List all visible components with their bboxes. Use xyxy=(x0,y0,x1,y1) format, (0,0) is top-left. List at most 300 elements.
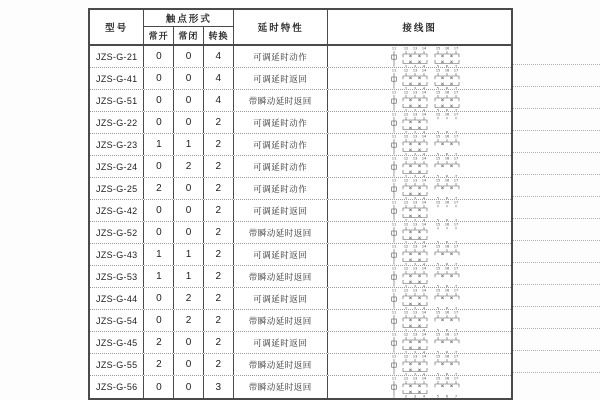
row-separator-extension xyxy=(513,328,600,329)
svg-text:15: 15 xyxy=(435,222,440,227)
cell-normally-open: 2 xyxy=(144,354,174,375)
relay-circuit-diagram xyxy=(328,178,511,199)
svg-text:13: 13 xyxy=(412,134,417,139)
svg-text:1: 1 xyxy=(392,108,395,111)
svg-text:12: 12 xyxy=(403,266,408,271)
header-normally-open: 常开 xyxy=(144,27,174,44)
svg-text:3: 3 xyxy=(413,372,416,375)
cell-delay-characteristic: 带瞬动延时返回 xyxy=(234,222,328,243)
svg-text:5: 5 xyxy=(436,108,439,111)
cell-delay-characteristic: 带瞬动延时返回 xyxy=(234,90,328,111)
svg-text:11: 11 xyxy=(391,200,396,205)
table-row xyxy=(90,332,511,354)
cell-changeover: 4 xyxy=(204,46,234,67)
svg-text:5: 5 xyxy=(436,130,439,133)
svg-text:2: 2 xyxy=(404,218,407,221)
row-separator-extension xyxy=(513,130,600,131)
cell-normally-open: 1 xyxy=(144,244,174,265)
table-row xyxy=(90,46,511,68)
svg-text:4: 4 xyxy=(422,394,425,398)
svg-text:15: 15 xyxy=(435,244,440,249)
relay-circuit-svg xyxy=(388,68,472,89)
table-row xyxy=(90,222,511,244)
svg-text:2: 2 xyxy=(404,64,407,67)
svg-text:16: 16 xyxy=(444,376,449,381)
svg-text:7: 7 xyxy=(454,152,457,155)
svg-text:12: 12 xyxy=(403,332,408,337)
svg-text:4: 4 xyxy=(422,152,425,155)
svg-text:13: 13 xyxy=(412,90,417,95)
cell-normally-closed: 1 xyxy=(174,134,204,155)
svg-text:5: 5 xyxy=(436,86,439,89)
svg-text:14: 14 xyxy=(421,332,426,337)
cell-delay-characteristic: 可调延时动作 xyxy=(234,134,328,155)
svg-text:7: 7 xyxy=(454,262,457,265)
svg-text:5: 5 xyxy=(436,218,439,221)
svg-text:16: 16 xyxy=(444,310,449,315)
svg-text:6: 6 xyxy=(445,372,448,375)
svg-text:4: 4 xyxy=(422,196,425,199)
svg-text:3: 3 xyxy=(413,108,416,111)
svg-text:14: 14 xyxy=(421,90,426,95)
relay-circuit-svg xyxy=(388,178,472,199)
svg-text:6: 6 xyxy=(445,306,448,309)
cell-model: JZS-G-21 xyxy=(90,46,144,67)
svg-text:17: 17 xyxy=(453,288,458,293)
relay-circuit-diagram xyxy=(328,266,511,287)
svg-text:17: 17 xyxy=(453,90,458,95)
svg-text:2: 2 xyxy=(404,152,407,155)
table-row xyxy=(90,156,511,178)
svg-text:6: 6 xyxy=(445,328,448,331)
cell-model: JZS-G-45 xyxy=(90,332,144,353)
cell-normally-closed: 0 xyxy=(174,68,204,89)
cell-delay-characteristic: 带瞬动延时返回 xyxy=(234,376,328,398)
cell-changeover: 4 xyxy=(204,68,234,89)
cell-delay-characteristic: 可调延时返回 xyxy=(234,332,328,353)
svg-text:17: 17 xyxy=(453,68,458,73)
cell-changeover: 2 xyxy=(204,156,234,177)
svg-text:11: 11 xyxy=(391,288,396,293)
cell-normally-closed: 0 xyxy=(174,46,204,67)
svg-text:17: 17 xyxy=(453,112,458,117)
svg-text:5: 5 xyxy=(436,306,439,309)
svg-text:16: 16 xyxy=(444,46,449,51)
svg-text:11: 11 xyxy=(391,156,396,161)
cell-normally-closed: 0 xyxy=(174,178,204,199)
relay-circuit-diagram xyxy=(328,156,511,177)
svg-text:17: 17 xyxy=(453,200,458,205)
relay-circuit-diagram xyxy=(328,222,511,243)
svg-text:12: 12 xyxy=(403,376,408,381)
svg-text:3: 3 xyxy=(413,306,416,309)
svg-text:14: 14 xyxy=(421,310,426,315)
relay-circuit-diagram xyxy=(328,288,511,309)
row-separator-extension xyxy=(513,262,600,263)
svg-text:1: 1 xyxy=(392,64,395,67)
svg-text:16: 16 xyxy=(444,288,449,293)
svg-text:7: 7 xyxy=(454,130,457,133)
cell-normally-closed: 1 xyxy=(174,244,204,265)
svg-text:1: 1 xyxy=(392,218,395,221)
cell-normally-open: 0 xyxy=(144,288,174,309)
cell-delay-characteristic: 可调延时动作 xyxy=(234,112,328,133)
relay-circuit-svg xyxy=(388,288,472,309)
svg-text:7: 7 xyxy=(454,174,457,177)
svg-text:16: 16 xyxy=(444,354,449,359)
cell-normally-closed: 2 xyxy=(174,288,204,309)
svg-text:4: 4 xyxy=(422,108,425,111)
svg-text:6: 6 xyxy=(445,196,448,199)
svg-text:5: 5 xyxy=(436,394,439,398)
relay-circuit-diagram xyxy=(328,90,511,111)
svg-text:2: 2 xyxy=(404,350,407,353)
svg-text:14: 14 xyxy=(421,266,426,271)
cell-changeover: 2 xyxy=(204,244,234,265)
svg-text:13: 13 xyxy=(412,178,417,183)
relay-circuit-svg xyxy=(388,200,472,221)
svg-text:14: 14 xyxy=(421,376,426,381)
svg-text:12: 12 xyxy=(403,68,408,73)
svg-text:11: 11 xyxy=(391,222,396,227)
svg-text:7: 7 xyxy=(454,372,457,375)
svg-text:4: 4 xyxy=(422,262,425,265)
relay-circuit-svg xyxy=(388,222,472,243)
svg-text:15: 15 xyxy=(435,310,440,315)
svg-text:6: 6 xyxy=(445,174,448,177)
relay-circuit-diagram xyxy=(328,332,511,353)
svg-text:14: 14 xyxy=(421,288,426,293)
svg-text:2: 2 xyxy=(404,86,407,89)
svg-text:2: 2 xyxy=(404,328,407,331)
svg-text:13: 13 xyxy=(412,112,417,117)
svg-text:14: 14 xyxy=(421,68,426,73)
svg-text:3: 3 xyxy=(413,196,416,199)
svg-text:7: 7 xyxy=(454,350,457,353)
svg-text:2: 2 xyxy=(404,306,407,309)
relay-circuit-svg xyxy=(388,46,472,67)
svg-text:7: 7 xyxy=(454,86,457,89)
cell-model: JZS-G-41 xyxy=(90,68,144,89)
cell-normally-closed: 0 xyxy=(174,376,204,398)
svg-text:13: 13 xyxy=(412,266,417,271)
svg-text:7: 7 xyxy=(454,328,457,331)
svg-text:4: 4 xyxy=(422,284,425,287)
row-separator-extension xyxy=(513,152,600,153)
cell-changeover: 2 xyxy=(204,200,234,221)
svg-text:16: 16 xyxy=(444,156,449,161)
cell-model: JZS-G-52 xyxy=(90,222,144,243)
svg-text:14: 14 xyxy=(421,156,426,161)
svg-text:6: 6 xyxy=(445,130,448,133)
svg-text:11: 11 xyxy=(391,112,396,117)
cell-model: JZS-G-42 xyxy=(90,200,144,221)
svg-text:12: 12 xyxy=(403,354,408,359)
svg-text:2: 2 xyxy=(404,372,407,375)
svg-text:3: 3 xyxy=(413,218,416,221)
svg-text:17: 17 xyxy=(453,332,458,337)
row-separator-extension xyxy=(513,350,600,351)
svg-text:12: 12 xyxy=(403,310,408,315)
svg-text:11: 11 xyxy=(391,310,396,315)
svg-text:15: 15 xyxy=(435,112,440,117)
svg-text:15: 15 xyxy=(435,200,440,205)
svg-text:14: 14 xyxy=(421,244,426,249)
svg-text:4: 4 xyxy=(422,130,425,133)
svg-text:11: 11 xyxy=(391,266,396,271)
svg-text:7: 7 xyxy=(454,306,457,309)
cell-model: JZS-G-24 xyxy=(90,156,144,177)
cell-normally-closed: 0 xyxy=(174,90,204,111)
svg-text:13: 13 xyxy=(412,68,417,73)
cell-normally-open: 2 xyxy=(144,178,174,199)
svg-text:12: 12 xyxy=(403,156,408,161)
relay-circuit-diagram xyxy=(328,68,511,89)
relay-circuit-svg xyxy=(388,134,472,155)
row-separator-extension xyxy=(513,218,600,219)
cell-normally-open: 0 xyxy=(144,222,174,243)
svg-text:17: 17 xyxy=(453,178,458,183)
cell-model: JZS-G-54 xyxy=(90,310,144,331)
table-row xyxy=(90,266,511,288)
svg-text:6: 6 xyxy=(445,152,448,155)
row-separator-extension xyxy=(513,306,600,307)
cell-changeover: 2 xyxy=(204,112,234,133)
row-separator-extension xyxy=(513,174,600,175)
svg-text:4: 4 xyxy=(422,350,425,353)
cell-model: JZS-G-53 xyxy=(90,266,144,287)
cell-delay-characteristic: 带瞬动延时返回 xyxy=(234,310,328,331)
cell-changeover: 2 xyxy=(204,354,234,375)
svg-text:13: 13 xyxy=(412,332,417,337)
cell-normally-open: 0 xyxy=(144,376,174,398)
cell-normally-open: 0 xyxy=(144,200,174,221)
svg-text:3: 3 xyxy=(413,86,416,89)
svg-text:5: 5 xyxy=(436,174,439,177)
cell-model: JZS-G-56 xyxy=(90,376,144,398)
svg-text:15: 15 xyxy=(435,288,440,293)
relay-circuit-diagram xyxy=(328,310,511,331)
svg-text:3: 3 xyxy=(413,130,416,133)
svg-text:12: 12 xyxy=(403,178,408,183)
svg-text:6: 6 xyxy=(445,218,448,221)
svg-text:16: 16 xyxy=(444,266,449,271)
svg-text:15: 15 xyxy=(435,46,440,51)
svg-text:16: 16 xyxy=(444,200,449,205)
svg-text:15: 15 xyxy=(435,376,440,381)
cell-delay-characteristic: 可调延时返回 xyxy=(234,244,328,265)
table-row xyxy=(90,134,511,156)
svg-text:6: 6 xyxy=(445,64,448,67)
svg-text:1: 1 xyxy=(392,240,395,243)
cell-normally-closed: 1 xyxy=(174,266,204,287)
svg-text:16: 16 xyxy=(444,90,449,95)
svg-text:5: 5 xyxy=(436,284,439,287)
cell-delay-characteristic: 可调延时动作 xyxy=(234,46,328,67)
svg-text:5: 5 xyxy=(436,350,439,353)
table-row xyxy=(90,90,511,112)
svg-text:1: 1 xyxy=(392,152,395,155)
svg-text:6: 6 xyxy=(445,262,448,265)
header-contact-subrow xyxy=(144,27,233,44)
svg-text:14: 14 xyxy=(421,134,426,139)
svg-text:1: 1 xyxy=(392,394,395,398)
svg-text:1: 1 xyxy=(392,174,395,177)
svg-text:13: 13 xyxy=(412,354,417,359)
cell-normally-closed: 0 xyxy=(174,112,204,133)
svg-text:11: 11 xyxy=(391,354,396,359)
svg-text:15: 15 xyxy=(435,134,440,139)
relay-circuit-svg xyxy=(388,310,472,331)
svg-text:11: 11 xyxy=(391,244,396,249)
svg-text:11: 11 xyxy=(391,376,396,381)
relay-circuit-diagram xyxy=(328,134,511,155)
cell-changeover: 2 xyxy=(204,222,234,243)
row-separator-extension xyxy=(513,86,600,87)
svg-text:2: 2 xyxy=(404,394,407,398)
svg-text:11: 11 xyxy=(391,68,396,73)
svg-text:13: 13 xyxy=(412,376,417,381)
svg-text:7: 7 xyxy=(454,196,457,199)
svg-text:11: 11 xyxy=(391,134,396,139)
svg-text:17: 17 xyxy=(453,376,458,381)
svg-text:4: 4 xyxy=(422,218,425,221)
cell-normally-closed: 2 xyxy=(174,156,204,177)
svg-text:6: 6 xyxy=(445,86,448,89)
svg-text:13: 13 xyxy=(412,244,417,249)
svg-text:14: 14 xyxy=(421,178,426,183)
svg-text:17: 17 xyxy=(453,222,458,227)
cell-normally-open: 1 xyxy=(144,266,174,287)
svg-text:4: 4 xyxy=(422,64,425,67)
cell-normally-open: 0 xyxy=(144,46,174,67)
cell-model: JZS-G-51 xyxy=(90,90,144,111)
cell-normally-open: 0 xyxy=(144,310,174,331)
svg-text:17: 17 xyxy=(453,156,458,161)
svg-text:13: 13 xyxy=(412,288,417,293)
svg-text:7: 7 xyxy=(454,394,457,398)
svg-text:14: 14 xyxy=(421,46,426,51)
header-wiring-diagram: 接线图 xyxy=(402,23,437,34)
svg-text:5: 5 xyxy=(436,240,439,243)
svg-text:5: 5 xyxy=(436,372,439,375)
svg-text:11: 11 xyxy=(391,90,396,95)
svg-text:15: 15 xyxy=(435,68,440,73)
svg-text:1: 1 xyxy=(392,284,395,287)
svg-text:12: 12 xyxy=(403,46,408,51)
svg-text:11: 11 xyxy=(391,332,396,337)
svg-text:17: 17 xyxy=(453,310,458,315)
row-separator-extension xyxy=(513,240,600,241)
svg-text:3: 3 xyxy=(413,394,416,398)
svg-text:4: 4 xyxy=(422,86,425,89)
svg-text:4: 4 xyxy=(422,372,425,375)
svg-text:12: 12 xyxy=(403,134,408,139)
cell-delay-characteristic: 可调延时返回 xyxy=(234,68,328,89)
cell-delay-characteristic: 可调延时动作 xyxy=(234,178,328,199)
header-delay-characteristic: 延时特性 xyxy=(234,10,328,44)
row-separator-extension xyxy=(513,108,600,109)
cell-changeover: 2 xyxy=(204,310,234,331)
cell-delay-characteristic: 可调延时返回 xyxy=(234,288,328,309)
relay-circuit-svg xyxy=(388,112,472,133)
cell-model: JZS-G-22 xyxy=(90,112,144,133)
svg-text:6: 6 xyxy=(445,240,448,243)
cell-changeover: 2 xyxy=(204,332,234,353)
svg-text:16: 16 xyxy=(444,244,449,249)
table-row xyxy=(90,200,511,222)
svg-text:1: 1 xyxy=(392,306,395,309)
relay-circuit-diagram xyxy=(328,46,511,67)
svg-text:15: 15 xyxy=(435,354,440,359)
header-normally-closed: 常闭 xyxy=(174,27,204,44)
relay-circuit-diagram xyxy=(328,354,511,375)
svg-text:13: 13 xyxy=(412,222,417,227)
svg-text:12: 12 xyxy=(403,112,408,117)
svg-text:1: 1 xyxy=(392,328,395,331)
svg-text:15: 15 xyxy=(435,266,440,271)
relay-circuit-svg xyxy=(388,332,472,353)
svg-text:3: 3 xyxy=(413,284,416,287)
relay-circuit-svg xyxy=(388,90,472,111)
cell-normally-closed: 2 xyxy=(174,310,204,331)
svg-text:2: 2 xyxy=(404,284,407,287)
cell-changeover: 2 xyxy=(204,134,234,155)
svg-text:14: 14 xyxy=(421,200,426,205)
svg-text:15: 15 xyxy=(435,178,440,183)
table-row xyxy=(90,354,511,376)
svg-text:2: 2 xyxy=(404,174,407,177)
svg-text:13: 13 xyxy=(412,200,417,205)
cell-changeover: 2 xyxy=(204,178,234,199)
cell-changeover: 2 xyxy=(204,288,234,309)
svg-text:17: 17 xyxy=(453,266,458,271)
cell-normally-closed: 0 xyxy=(174,354,204,375)
header-model: 型号 xyxy=(90,10,144,44)
svg-text:3: 3 xyxy=(413,350,416,353)
svg-text:3: 3 xyxy=(413,64,416,67)
svg-text:5: 5 xyxy=(436,196,439,199)
row-separator-extension xyxy=(513,284,600,285)
cell-model: JZS-G-23 xyxy=(90,134,144,155)
svg-text:3: 3 xyxy=(413,174,416,177)
table-row xyxy=(90,68,511,90)
svg-text:2: 2 xyxy=(404,196,407,199)
svg-text:3: 3 xyxy=(413,328,416,331)
svg-text:1: 1 xyxy=(392,86,395,89)
table-row xyxy=(90,376,511,398)
cell-normally-open: 1 xyxy=(144,134,174,155)
svg-text:1: 1 xyxy=(392,262,395,265)
svg-text:4: 4 xyxy=(422,174,425,177)
svg-text:4: 4 xyxy=(422,328,425,331)
svg-text:16: 16 xyxy=(444,178,449,183)
svg-text:6: 6 xyxy=(445,394,448,398)
svg-text:1: 1 xyxy=(392,350,395,353)
svg-text:11: 11 xyxy=(391,46,396,51)
svg-text:15: 15 xyxy=(435,156,440,161)
svg-text:5: 5 xyxy=(436,328,439,331)
svg-text:2: 2 xyxy=(404,130,407,133)
svg-text:2: 2 xyxy=(404,240,407,243)
svg-text:13: 13 xyxy=(412,46,417,51)
svg-text:17: 17 xyxy=(453,134,458,139)
relay-circuit-svg xyxy=(388,354,472,375)
svg-text:17: 17 xyxy=(453,354,458,359)
svg-text:2: 2 xyxy=(404,108,407,111)
cell-changeover: 3 xyxy=(204,376,234,398)
cell-normally-open: 0 xyxy=(144,112,174,133)
